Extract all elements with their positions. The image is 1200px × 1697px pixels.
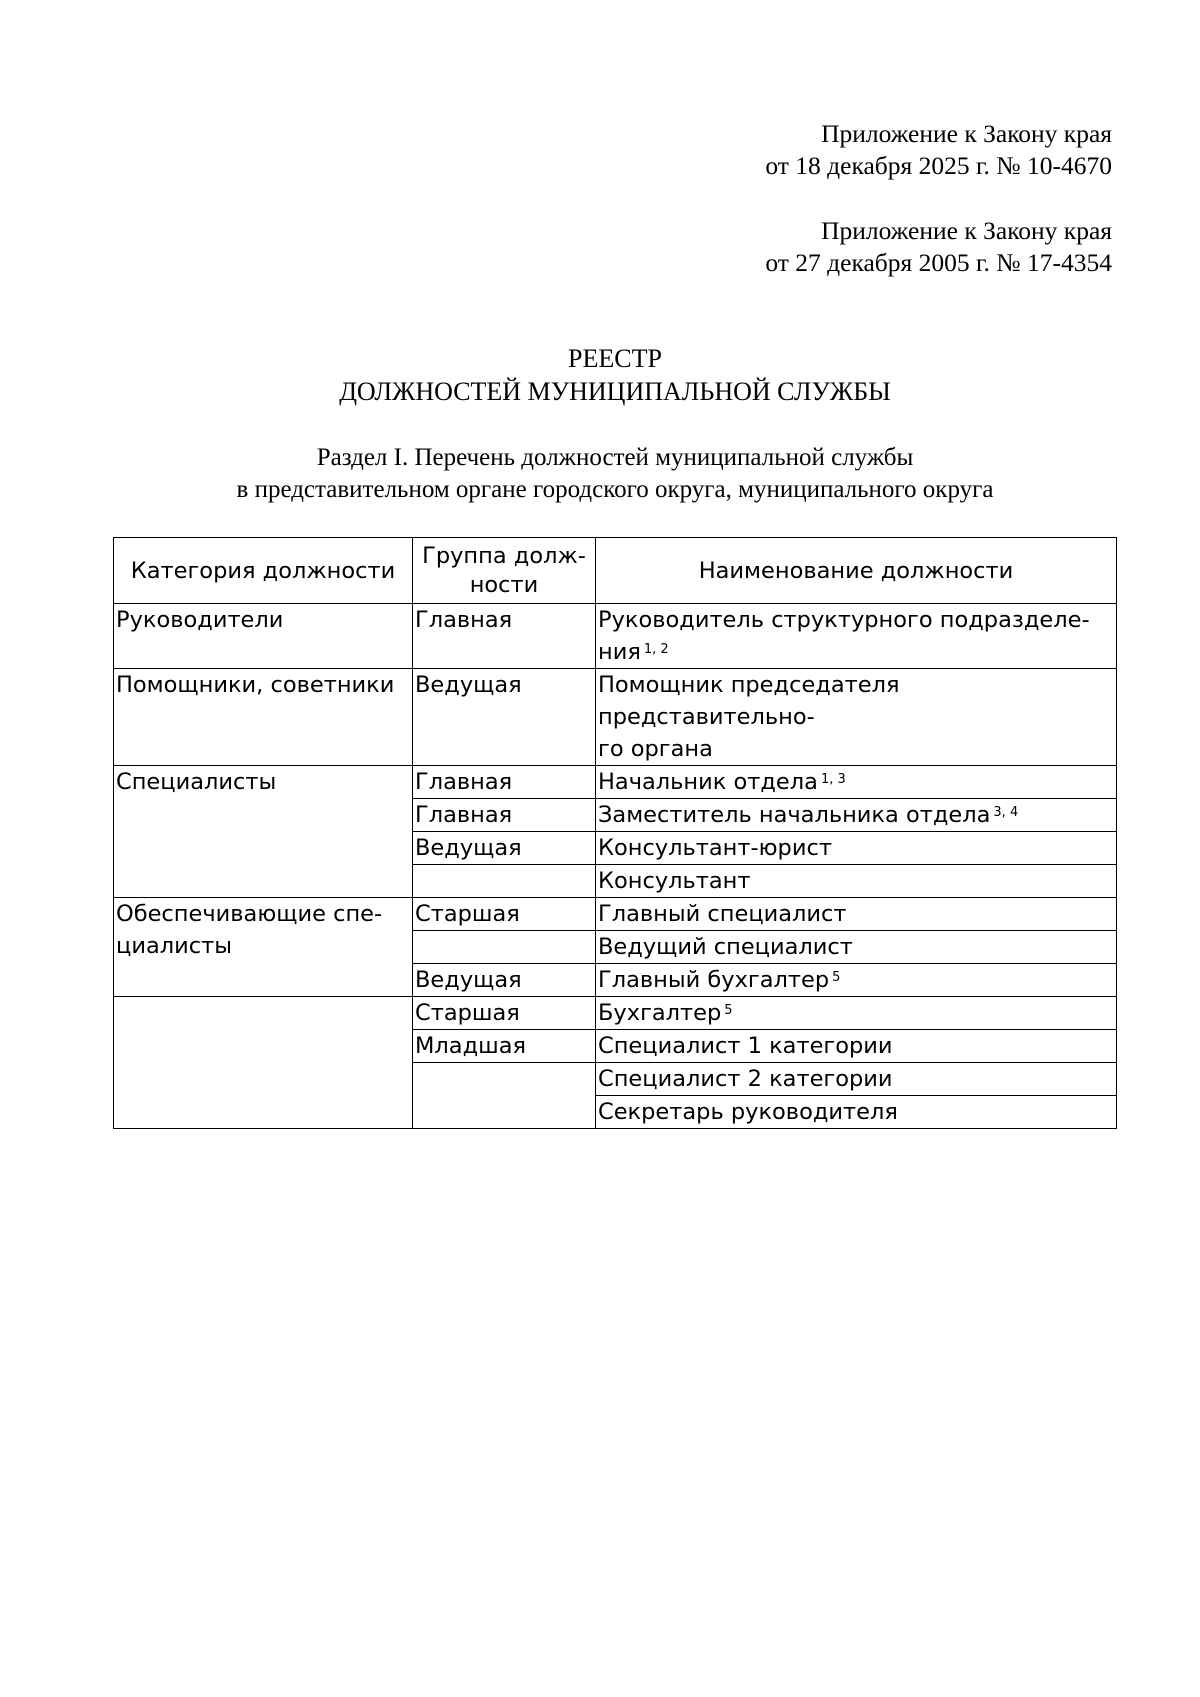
cell-group (413, 1063, 596, 1129)
table-row (114, 997, 1117, 1030)
name-line: Консультант-юрист (598, 835, 832, 861)
cell-group: Главная (413, 799, 596, 832)
footnote-ref: 5 (832, 970, 841, 985)
category-line: циалисты (116, 933, 232, 959)
name-line: Ведущий специалист (598, 934, 853, 960)
header-group (413, 538, 596, 604)
cell-group: Главная (413, 766, 596, 799)
table-row (114, 898, 1117, 931)
appendix-date: от 18 декабря 2025 г. № 10-4670 (765, 151, 1112, 180)
cell-group: Ведущая (413, 832, 596, 865)
cell-group: Старшая (413, 997, 596, 1030)
footnote-ref: 1, 2 (643, 642, 669, 657)
header-group-line: ности (469, 571, 539, 598)
name-line: Главный бухгалтер (598, 967, 830, 993)
header-group-line: Группа долж- (422, 542, 586, 569)
cell-category: Руководители (114, 604, 413, 669)
cell-category (114, 865, 413, 898)
document-title: РЕЕСТР (568, 344, 662, 373)
name-line: го органа (598, 736, 713, 762)
cell-category (114, 898, 413, 997)
section-heading: Раздел I. Перечень должностей муниципальной службы (316, 444, 914, 471)
name-line: Помощник председателя представительно- (598, 672, 900, 730)
positions-table (113, 537, 1117, 1129)
header-category: Категория должности (114, 538, 413, 604)
cell-name (596, 964, 1117, 997)
cell-name (596, 766, 1117, 799)
table-row (114, 604, 1117, 669)
cell-name (596, 865, 1117, 898)
footnote-ref: 5 (724, 1003, 733, 1018)
table-row (114, 865, 1117, 898)
name-line: Заместитель начальника отдела (598, 802, 991, 828)
cell-name (596, 1063, 1117, 1096)
cell-name (596, 1096, 1117, 1129)
table-row (114, 669, 1117, 766)
cell-group: Главная (413, 604, 596, 669)
table-row (114, 799, 1117, 832)
cell-group (413, 931, 596, 964)
cell-group: Ведущая (413, 964, 596, 997)
name-line: Секретарь руководителя (598, 1099, 898, 1125)
cell-category: Помощники, советники (114, 669, 413, 766)
document-subtitle: ДОЛЖНОСТЕЙ МУНИЦИПАЛЬНОЙ СЛУЖБЫ (339, 377, 891, 406)
appendix-title: Приложение к Закону края (821, 119, 1112, 148)
table-row (114, 766, 1117, 799)
table-row (114, 832, 1117, 865)
footnote-ref: 3, 4 (993, 805, 1019, 820)
name-line: Главный специалист (598, 901, 847, 927)
cell-group: Старшая (413, 898, 596, 931)
name-line: Специалист 1 категории (598, 1033, 893, 1059)
table-header-row (114, 538, 1117, 604)
cell-name (596, 1030, 1117, 1063)
header-name: Наименование должности (596, 538, 1117, 604)
section-subheading: в представительном органе городского округа, муниципального округа (236, 476, 994, 503)
appendix-title: Приложение к Закону края (821, 216, 1112, 245)
appendix-date: от 27 декабря 2005 г. № 17-4354 (765, 248, 1112, 277)
cell-name (596, 997, 1117, 1030)
cell-group (413, 865, 596, 898)
cell-category (114, 832, 413, 865)
name-line: ния (598, 639, 641, 665)
name-line: Консультант (598, 868, 751, 894)
cell-name (596, 604, 1117, 669)
cell-category (114, 997, 413, 1129)
cell-name (596, 832, 1117, 865)
name-line: Начальник отдела (598, 769, 818, 795)
cell-category (114, 799, 413, 832)
category-line: Обеспечивающие спе- (116, 901, 383, 927)
footnote-ref: 1, 3 (820, 772, 846, 787)
cell-name (596, 799, 1117, 832)
cell-category: Специалисты (114, 766, 413, 799)
name-line: Специалист 2 категории (598, 1066, 893, 1092)
cell-group: Ведущая (413, 669, 596, 766)
name-line: Бухгалтер (598, 1000, 722, 1026)
cell-name (596, 669, 1117, 766)
cell-group: Младшая (413, 1030, 596, 1063)
name-line: Руководитель структурного подразделе- (598, 607, 1090, 633)
cell-name (596, 931, 1117, 964)
cell-name (596, 898, 1117, 931)
